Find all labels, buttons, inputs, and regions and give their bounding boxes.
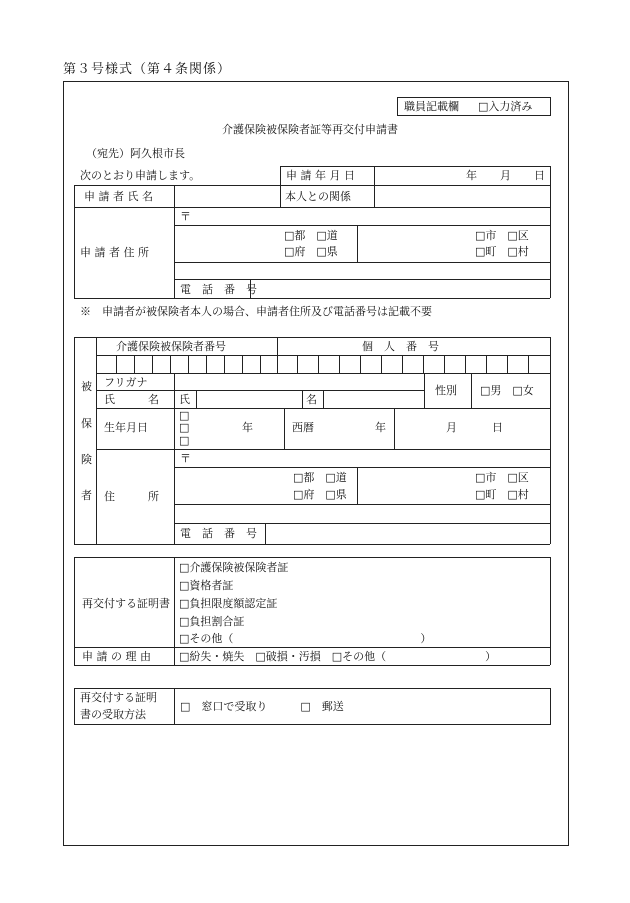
reissue-option-insurance-card[interactable]: □介護保険被保険者証 [179, 561, 289, 574]
western-calendar-label: 西暦 [292, 421, 314, 434]
birth-day-unit: 日 [492, 421, 503, 434]
application-month-unit[interactable]: 月 [500, 169, 511, 182]
receipt-options[interactable]: □ 窓口で受取り □ 郵送 [180, 700, 344, 713]
birth-year-unit: 年 [242, 421, 253, 434]
addressee: （宛先）阿久根市長 [86, 147, 185, 160]
insured-pref-bottom[interactable]: □府 □県 [293, 488, 347, 501]
insured-side-char-1: 被 [81, 380, 92, 393]
applicant-city-bottom[interactable]: □町 □村 [475, 245, 529, 258]
reissue-option-burden-limit[interactable]: □負担限度額認定証 [179, 597, 278, 610]
application-day-unit[interactable]: 日 [534, 169, 545, 182]
applicant-postal-mark[interactable]: 〒 [180, 210, 191, 223]
note-text: ※ 申請者が被保険者本人の場合、申請者住所及び電話番号は記載不要 [80, 305, 432, 318]
application-date-label: 申 請 年 月 日 [286, 169, 355, 182]
era-checkbox-3[interactable]: □ [179, 434, 190, 447]
era-checkbox-2[interactable]: □ [179, 421, 190, 434]
applicant-city-top[interactable]: □市 □区 [475, 229, 529, 242]
entered-checkbox[interactable]: □入力済み [478, 100, 533, 113]
relation-label: 本人との関係 [285, 190, 351, 203]
insured-side-char-2: 保 [81, 417, 92, 430]
applicant-name-label: 申 請 者 氏 名 [84, 190, 153, 203]
applicant-pref-top[interactable]: □都 □道 [284, 229, 338, 242]
document-title: 介護保険被保険者証等再交付申請書 [222, 123, 398, 136]
reissue-document-label: 再交付する証明書 [82, 597, 170, 610]
era-checkbox-1[interactable]: □ [179, 409, 190, 422]
insured-pref-top[interactable]: □都 □道 [293, 471, 347, 484]
furigana-label: フリガナ [104, 376, 148, 389]
insured-postal-mark[interactable]: 〒 [180, 452, 191, 465]
gender-label: 性別 [435, 384, 457, 397]
application-year-unit[interactable]: 年 [466, 169, 477, 182]
family-name-label: 氏 [179, 393, 190, 406]
insured-address-label: 住 所 [104, 490, 159, 503]
receipt-label-line1: 再交付する証明 [80, 691, 157, 704]
given-name-label: 名 [306, 393, 317, 406]
insured-city-bottom[interactable]: □町 □村 [475, 488, 529, 501]
insured-city-top[interactable]: □市 □区 [475, 471, 529, 484]
reissue-option-qualification[interactable]: □資格者証 [179, 579, 234, 592]
insured-side-char-4: 者 [81, 489, 92, 502]
reissue-option-other[interactable]: □その他（ ） [179, 632, 432, 645]
insured-side-char-3: 険 [81, 453, 92, 466]
form-number: 第３号様式（第４条関係） [63, 62, 232, 77]
birth-date-label: 生年月日 [104, 421, 148, 434]
intro-text: 次のとおり申請します。 [80, 169, 201, 182]
office-use-label: 職員記載欄 [404, 100, 459, 113]
reason-label: 申 請 の 理 由 [82, 650, 151, 663]
personal-number-label: 個 人 番 号 [362, 340, 439, 353]
reissue-option-burden-ratio[interactable]: □負担割合証 [179, 615, 245, 628]
insured-phone-label: 電 話 番 号 [180, 527, 257, 540]
reason-options[interactable]: □紛失・焼失 □破損・汚損 □その他（ ） [179, 650, 497, 663]
insured-name-label: 氏 名 [104, 393, 159, 406]
applicant-pref-bottom[interactable]: □府 □県 [284, 245, 338, 258]
western-year-unit: 年 [375, 421, 386, 434]
birth-month-unit: 月 [446, 421, 457, 434]
receipt-label-line2: 書の受取方法 [80, 708, 146, 721]
insured-number-label: 介護保険被保険者番号 [116, 340, 226, 353]
applicant-phone-label: 電 話 番 号 [180, 283, 257, 296]
applicant-address-label: 申 請 者 住 所 [80, 246, 149, 259]
gender-options[interactable]: □男 □女 [480, 384, 534, 397]
